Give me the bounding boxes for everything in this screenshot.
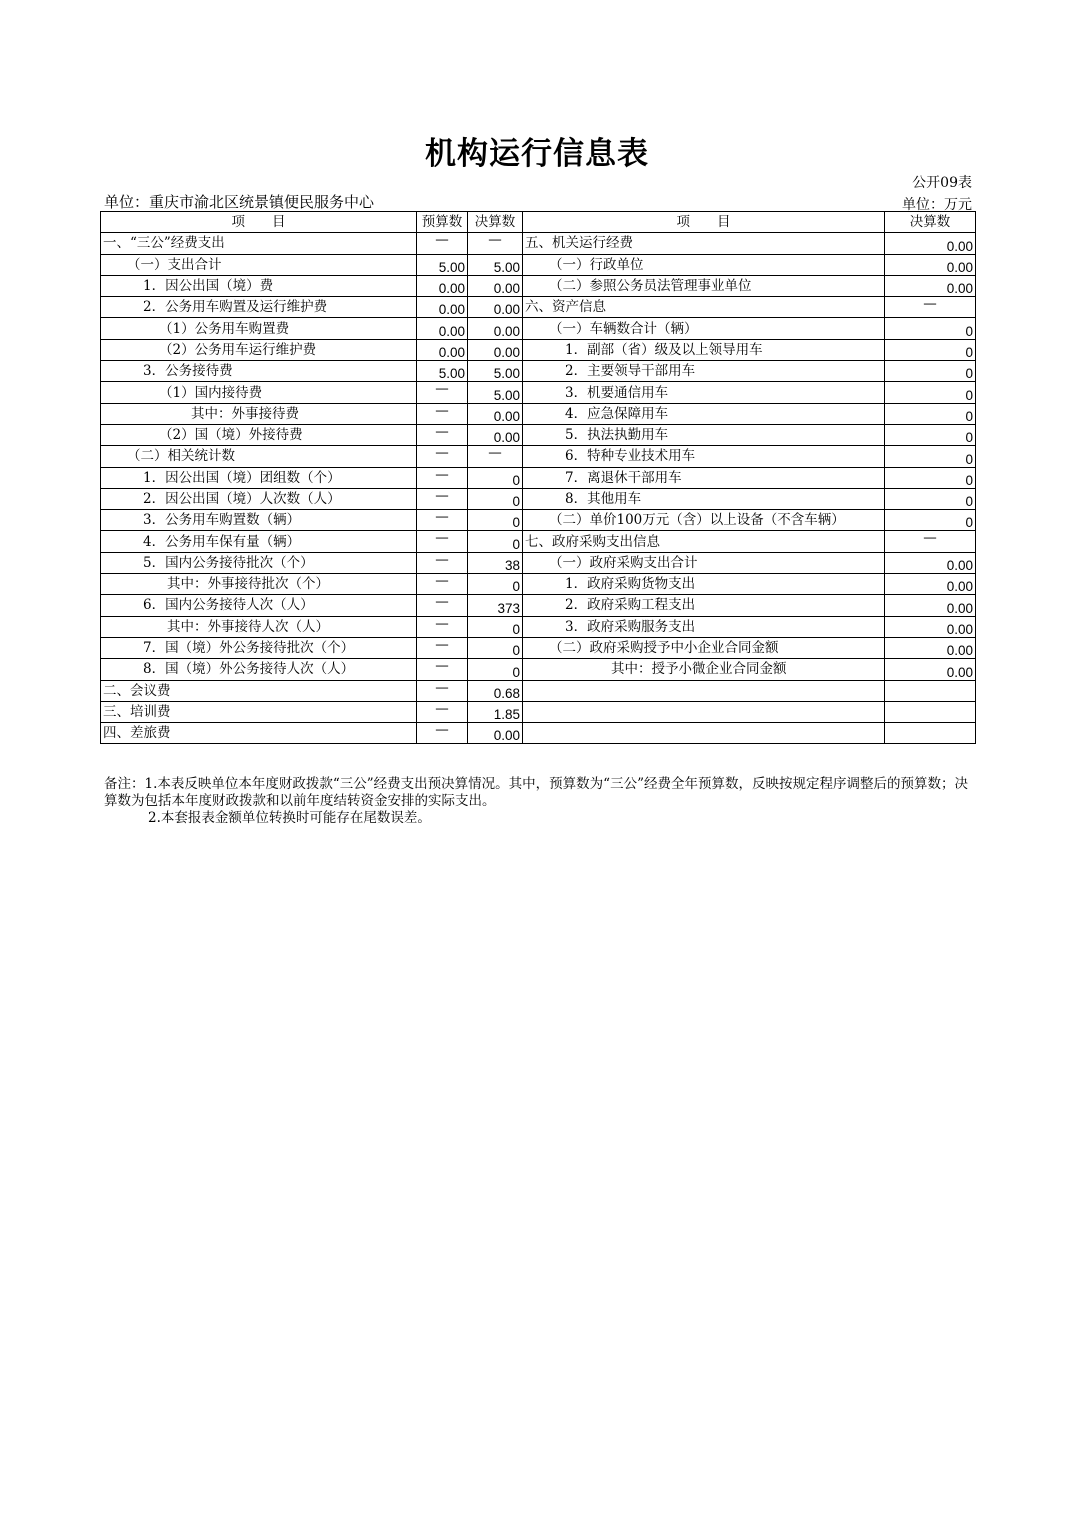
final-value: 0 bbox=[468, 510, 523, 531]
final-value: 38 bbox=[468, 552, 523, 573]
header-item-left: 项 目 bbox=[101, 212, 417, 233]
left-item-label: 2．公务用车购置及运行维护费 bbox=[101, 297, 417, 318]
table-row bbox=[101, 616, 976, 637]
final-value: 0.00 bbox=[468, 339, 523, 360]
table-row bbox=[101, 339, 976, 360]
budget-value: 0.00 bbox=[417, 339, 468, 360]
left-item-label: 三、培训费 bbox=[101, 701, 417, 722]
right-item-label: 2．政府采购工程支出 bbox=[523, 595, 885, 616]
left-item-label: 二、会议费 bbox=[101, 680, 417, 701]
left-item-label: 2．因公出国（境）人次数（人） bbox=[101, 488, 417, 509]
budget-value: — bbox=[417, 233, 468, 254]
right-final-value: 0 bbox=[885, 510, 976, 531]
budget-value: — bbox=[417, 488, 468, 509]
table-row bbox=[101, 552, 976, 573]
final-value: 5.00 bbox=[468, 382, 523, 403]
table-row bbox=[101, 233, 976, 254]
left-item-label: 3．公务用车购置数（辆） bbox=[101, 510, 417, 531]
left-item-label: （1）国内接待费 bbox=[101, 382, 417, 403]
left-item-label: 7．国（境）外公务接待批次（个） bbox=[101, 637, 417, 658]
right-final-value: 0 bbox=[885, 318, 976, 339]
right-item-label bbox=[523, 680, 885, 701]
left-item-label: 其中：外事接待人次（人） bbox=[101, 616, 417, 637]
note-1: 备注：1.本表反映单位本年度财政拨款“三公”经费支出预决算情况。其中，预算数为“三公”经费全年预算数，反映按规定程序调整后的预算数；决算数为包括本年度财政拨款和以前年度结转资金安排的实际支出。 bbox=[104, 776, 968, 809]
right-item-label: 1．副部（省）级及以上领导用车 bbox=[523, 339, 885, 360]
right-item-label: （一）政府采购支出合计 bbox=[523, 552, 885, 573]
right-final-value bbox=[885, 701, 976, 722]
right-final-value: 0 bbox=[885, 424, 976, 445]
right-item-label: 3．机要通信用车 bbox=[523, 382, 885, 403]
right-item-label: 7．离退休干部用车 bbox=[523, 467, 885, 488]
table-row bbox=[101, 701, 976, 722]
table-row bbox=[101, 254, 976, 275]
table-row bbox=[101, 595, 976, 616]
budget-value: 5.00 bbox=[417, 361, 468, 382]
right-item-label: （一）车辆数合计（辆） bbox=[523, 318, 885, 339]
budget-value: — bbox=[417, 424, 468, 445]
final-value: 0 bbox=[468, 531, 523, 552]
final-value: 373 bbox=[468, 595, 523, 616]
right-item-label: 1．政府采购货物支出 bbox=[523, 574, 885, 595]
budget-value: — bbox=[417, 467, 468, 488]
table-row bbox=[101, 403, 976, 424]
right-final-value: 0.00 bbox=[885, 552, 976, 573]
budget-value: — bbox=[417, 574, 468, 595]
right-item-label: 2．主要领导干部用车 bbox=[523, 361, 885, 382]
final-value: 0.00 bbox=[468, 723, 523, 744]
budget-value: — bbox=[417, 637, 468, 658]
budget-value: — bbox=[417, 659, 468, 680]
table-row bbox=[101, 680, 976, 701]
right-item-label: 8．其他用车 bbox=[523, 488, 885, 509]
right-item-label bbox=[523, 701, 885, 722]
budget-value: — bbox=[417, 595, 468, 616]
table-row bbox=[101, 488, 976, 509]
currency-unit: 单位：万元 bbox=[902, 197, 972, 213]
left-item-label: （2）公务用车运行维护费 bbox=[101, 339, 417, 360]
final-value: 0 bbox=[468, 637, 523, 658]
left-item-label: 5．国内公务接待批次（个） bbox=[101, 552, 417, 573]
right-item-label: 七、政府采购支出信息 bbox=[523, 531, 885, 552]
note-2: 2.本套报表金额单位转换时可能存在尾数误差。 bbox=[148, 810, 431, 826]
final-value: 0 bbox=[468, 488, 523, 509]
right-final-value: 0 bbox=[885, 361, 976, 382]
header-final-right: 决算数 bbox=[885, 212, 976, 233]
right-final-value: 0.00 bbox=[885, 254, 976, 275]
right-final-value: 0.00 bbox=[885, 659, 976, 680]
right-final-value: 0.00 bbox=[885, 275, 976, 296]
right-item-label: （二）参照公务员法管理事业单位 bbox=[523, 275, 885, 296]
form-number: 公开09表 bbox=[912, 175, 972, 191]
table-row bbox=[101, 531, 976, 552]
right-final-value: 0 bbox=[885, 403, 976, 424]
left-item-label: 其中：外事接待批次（个） bbox=[101, 574, 417, 595]
right-item-label: 3．政府采购服务支出 bbox=[523, 616, 885, 637]
budget-value: — bbox=[417, 510, 468, 531]
left-item-label: 1．因公出国（境）团组数（个） bbox=[101, 467, 417, 488]
page-title: 机构运行信息表 bbox=[425, 136, 649, 172]
table-row bbox=[101, 424, 976, 445]
right-final-value: 0 bbox=[885, 382, 976, 403]
right-item-label: （一）行政单位 bbox=[523, 254, 885, 275]
right-final-value: 0 bbox=[885, 339, 976, 360]
header-final: 决算数 bbox=[468, 212, 523, 233]
right-item-label: 4．应急保障用车 bbox=[523, 403, 885, 424]
right-final-value: — bbox=[885, 297, 976, 318]
table-row bbox=[101, 510, 976, 531]
final-value: 0.00 bbox=[468, 403, 523, 424]
notes bbox=[104, 776, 970, 827]
left-item-label: 6．国内公务接待人次（人） bbox=[101, 595, 417, 616]
left-item-label: （1）公务用车购置费 bbox=[101, 318, 417, 339]
operations-info-table bbox=[100, 211, 976, 744]
right-item-label: 其中：授予小微企业合同金额 bbox=[523, 659, 885, 680]
left-item-label: （2）国（境）外接待费 bbox=[101, 424, 417, 445]
left-item-label: 3．公务接待费 bbox=[101, 361, 417, 382]
right-item-label: （二）政府采购授予中小企业合同金额 bbox=[523, 637, 885, 658]
right-final-value: 0 bbox=[885, 488, 976, 509]
header-item-right: 项 目 bbox=[523, 212, 885, 233]
budget-value: — bbox=[417, 723, 468, 744]
left-item-label: （一）支出合计 bbox=[101, 254, 417, 275]
left-item-label: 一、“三公”经费支出 bbox=[101, 233, 417, 254]
right-item-label: 六、资产信息 bbox=[523, 297, 885, 318]
final-value: 0.00 bbox=[468, 297, 523, 318]
right-final-value: 0.00 bbox=[885, 233, 976, 254]
right-final-value: 0.00 bbox=[885, 574, 976, 595]
budget-value: — bbox=[417, 701, 468, 722]
budget-value: 0.00 bbox=[417, 297, 468, 318]
left-item-label: 1．因公出国（境）费 bbox=[101, 275, 417, 296]
table-row bbox=[101, 723, 976, 744]
budget-value: — bbox=[417, 680, 468, 701]
table-row bbox=[101, 659, 976, 680]
final-value: 0.00 bbox=[468, 424, 523, 445]
table-row bbox=[101, 574, 976, 595]
budget-value: — bbox=[417, 446, 468, 467]
budget-value: 5.00 bbox=[417, 254, 468, 275]
left-item-label: 4．公务用车保有量（辆） bbox=[101, 531, 417, 552]
final-value: 0.68 bbox=[468, 680, 523, 701]
final-value: 0.00 bbox=[468, 275, 523, 296]
final-value: — bbox=[468, 233, 523, 254]
table-header-row bbox=[101, 212, 976, 233]
right-item-label: 6．特种专业技术用车 bbox=[523, 446, 885, 467]
right-final-value bbox=[885, 680, 976, 701]
budget-value: 0.00 bbox=[417, 318, 468, 339]
final-value: 0 bbox=[468, 659, 523, 680]
final-value: — bbox=[468, 446, 523, 467]
table-row bbox=[101, 637, 976, 658]
budget-value: — bbox=[417, 382, 468, 403]
budget-value: — bbox=[417, 531, 468, 552]
right-final-value: 0 bbox=[885, 446, 976, 467]
header-budget: 预算数 bbox=[417, 212, 468, 233]
table-row bbox=[101, 297, 976, 318]
right-final-value: 0.00 bbox=[885, 616, 976, 637]
right-final-value: 0 bbox=[885, 467, 976, 488]
table-row bbox=[101, 446, 976, 467]
right-item-label: 五、机关运行经费 bbox=[523, 233, 885, 254]
right-final-value: 0.00 bbox=[885, 637, 976, 658]
left-item-label: 其中：外事接待费 bbox=[101, 403, 417, 424]
budget-value: — bbox=[417, 616, 468, 637]
final-value: 5.00 bbox=[468, 254, 523, 275]
table-row bbox=[101, 318, 976, 339]
table-row bbox=[101, 467, 976, 488]
right-item-label: 5．执法执勤用车 bbox=[523, 424, 885, 445]
left-item-label: 8．国（境）外公务接待人次（人） bbox=[101, 659, 417, 680]
reporting-unit: 单位：重庆市渝北区统景镇便民服务中心 bbox=[104, 193, 375, 211]
final-value: 1.85 bbox=[468, 701, 523, 722]
right-final-value bbox=[885, 723, 976, 744]
final-value: 0 bbox=[468, 467, 523, 488]
final-value: 0 bbox=[468, 574, 523, 595]
left-item-label: 四、差旅费 bbox=[101, 723, 417, 744]
budget-value: 0.00 bbox=[417, 275, 468, 296]
table-row bbox=[101, 361, 976, 382]
final-value: 0 bbox=[468, 616, 523, 637]
budget-value: — bbox=[417, 403, 468, 424]
final-value: 5.00 bbox=[468, 361, 523, 382]
right-item-label bbox=[523, 723, 885, 744]
table-row bbox=[101, 382, 976, 403]
final-value: 0.00 bbox=[468, 318, 523, 339]
right-final-value: 0.00 bbox=[885, 595, 976, 616]
budget-value: — bbox=[417, 552, 468, 573]
left-item-label: （二）相关统计数 bbox=[101, 446, 417, 467]
table-row bbox=[101, 275, 976, 296]
right-final-value: — bbox=[885, 531, 976, 552]
right-item-label: （二）单价100万元（含）以上设备（不含车辆） bbox=[523, 510, 885, 531]
